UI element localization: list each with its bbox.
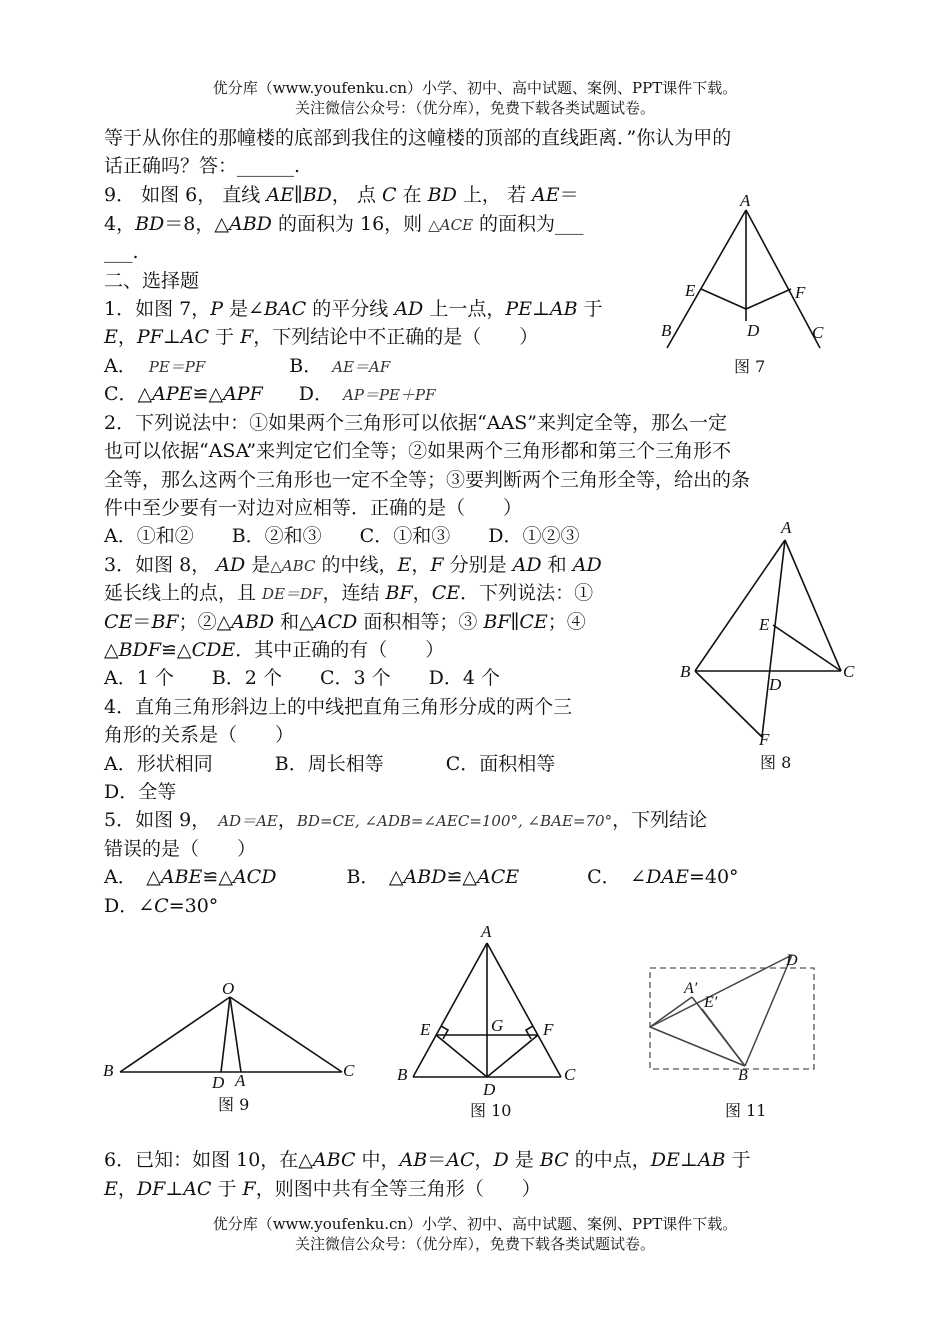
fig8-caption: 图 8: [760, 753, 792, 772]
fig10-label-c: C: [564, 1065, 576, 1084]
fig7-label-e: E: [685, 281, 696, 300]
fig8-label-d: D: [769, 675, 782, 694]
q3-options: A．1 个 B．2 个 C．3 个 D．4 个: [104, 667, 500, 689]
fig8-label-b: B: [680, 662, 691, 681]
fig10-right-angle-e: [441, 1026, 448, 1039]
fig10-label-g: G: [491, 1016, 504, 1035]
fig8-label-c: C: [843, 662, 855, 681]
fig10-label-b: B: [397, 1065, 408, 1084]
q1-options-cd: C．△APE≌△APF D． AP＝PE＋PF: [104, 383, 436, 405]
header-line-2: 关注微信公众号：（优分库），免费下载各类试题试卷。: [294, 99, 655, 117]
fig7-label-b: B: [661, 321, 672, 340]
footer-line-1: 优分库（www.youfenku.cn）小学、初中、高中试题、案例、PPT课件下载。: [212, 1215, 738, 1233]
fig11-line-d-b: [745, 955, 792, 1066]
q9-line-3: ___.: [104, 241, 139, 263]
q4-line-1: 4．直角三角形斜边上的中线把直角三角形分成的两个三: [104, 696, 573, 718]
fig10-label-f: F: [543, 1020, 554, 1039]
fig10-label-d: D: [483, 1080, 496, 1099]
fig7-line-ab: [667, 210, 746, 348]
footer-line-2: 关注微信公众号：（优分库），免费下载各类试题试卷。: [294, 1235, 655, 1253]
fig10-label-a: A: [481, 922, 492, 941]
q4-line-2: 角形的关系是（ ）: [104, 724, 295, 746]
section-title: 二、选择题: [104, 270, 200, 292]
fig8-line-bf: [695, 671, 762, 737]
q2-line-3: 全等，那么这两个三角形也一定不全等；③要判断两个三角形全等，给出的条: [104, 469, 751, 491]
fig11-dashed-rectangle: [650, 968, 814, 1069]
figure-10: [390, 915, 590, 1100]
q3-line-4: △BDF≌△CDE．其中正确的有（ ）: [104, 639, 445, 661]
q2-line-4: 件中至少要有一对边对应相等．正确的是（ ）: [104, 497, 523, 519]
fig7-label-c: C: [812, 323, 824, 342]
fig11-line-a-d: [650, 955, 792, 1027]
fig9-caption: 图 9: [218, 1095, 250, 1114]
fig10-label-e: E: [420, 1020, 431, 1039]
figure-7: [655, 188, 835, 353]
q3-line-3: CE＝BF；②△ABD 和△ACD 面积相等；③ BF∥CE；④: [104, 611, 586, 633]
fig9-label-a: A: [235, 1071, 246, 1090]
fig10-caption: 图 10: [470, 1101, 512, 1120]
q6-line-2: E，DF⊥AC 于 F，则图中共有全等三角形（ ）: [104, 1178, 541, 1200]
q5-option-d: D．∠C=30°: [104, 895, 219, 917]
fig9-line-od: [221, 997, 230, 1072]
fig7-label-d: D: [747, 321, 760, 340]
q3-line-1: 3．如图 8， AD 是△ABC 的中线，E，F 分别是 AD 和 AD: [104, 554, 602, 576]
q4-option-d: D．全等: [104, 781, 177, 803]
figure-9: [100, 975, 365, 1090]
fig11-label-b: B: [738, 1067, 748, 1084]
fig11-label-d: D: [786, 952, 798, 969]
fig9-label-b: B: [103, 1061, 114, 1080]
fig10-line-de: [436, 1035, 487, 1077]
header-line-1: 优分库（www.youfenku.cn）小学、初中、高中试题、案例、PPT课件下载。: [212, 79, 738, 97]
fig7-line-pf: [746, 289, 791, 309]
fig9-label-c: C: [343, 1061, 355, 1080]
fig10-right-angle-f: [526, 1026, 533, 1039]
fig10-line-df: [487, 1035, 538, 1077]
fig7-caption: 图 7: [734, 357, 766, 376]
continuation-line-2: 话正确吗？答：______.: [104, 155, 301, 177]
fig10-line-ac: [487, 943, 561, 1077]
q5-line-1: 5．如图 9， AD＝AE，BD=CE, ∠ADB=∠AEC=100°, ∠BAE=70°，下列结论: [104, 809, 708, 831]
q3-line-2: 延长线上的点，且 DE＝DF，连结 BF，CE．下列说法：①: [104, 582, 594, 604]
fig10-line-ab: [413, 943, 487, 1077]
figure-8: [675, 515, 865, 750]
q9-line-1: 9． 如图 6， 直线 AE∥BD， 点 C 在 BD 上， 若 AE＝: [104, 184, 579, 206]
q5-options-abc: A． △ABE≌△ACD B． △ABD≌△ACE C． ∠DAE=40°: [104, 866, 739, 888]
fig9-line-oa: [230, 997, 241, 1072]
fig11-label-e-prime: E′: [704, 994, 718, 1011]
fig9-label-d: D: [212, 1073, 225, 1092]
q4-options-abc: A．形状相同 B．周长相等 C．面积相等: [104, 753, 556, 775]
fig7-label-a: A: [740, 191, 751, 210]
q2-options: A．①和② B．②和③ C．①和③ D．①②③: [104, 525, 580, 547]
fig11-caption: 图 11: [725, 1101, 767, 1120]
q1-options-ab: A． PE＝PF B． AE＝AF: [104, 355, 391, 377]
continuation-line-1: 等于从你住的那幢楼的底部到我住的这幢楼的顶部的直线距离．”你认为甲的: [104, 127, 732, 149]
fig9-line-oc: [230, 997, 342, 1072]
fig8-label-e: E: [759, 615, 770, 634]
fig9-line-ob: [120, 997, 230, 1072]
q9-line-2: 4，BD＝8，△ABD 的面积为 16，则 △ACE 的面积为___: [104, 213, 584, 235]
fig8-label-a: A: [781, 518, 792, 537]
q1-line-2: E，PF⊥AC 于 F，下列结论中不正确的是（ ）: [104, 326, 539, 348]
fig8-label-f: F: [759, 730, 770, 749]
fig11-label-a-prime: A′: [684, 980, 698, 997]
figure-11: [640, 945, 825, 1084]
q2-line-2: 也可以依据“ASA”来判定它们全等；②如果两个三角形都和第三个三角形不: [104, 440, 732, 462]
q1-line-1: 1．如图 7，P 是∠BAC 的平分线 AD 上一点，PE⊥AB 于: [104, 298, 603, 320]
fig7-line-pe: [701, 289, 746, 309]
fig11-line-a-a1: [650, 997, 692, 1027]
q5-line-2: 错误的是（ ）: [104, 838, 257, 860]
fig7-label-f: F: [795, 283, 806, 302]
fig9-label-o: O: [222, 979, 235, 998]
q2-line-1: 2．下列说法中：①如果两个三角形可以依据“AAS”来判定全等，那么一定: [104, 412, 727, 434]
q6-line-1: 6．已知：如图 10，在△ABC 中，AB＝AC，D 是 BC 的中点，DE⊥AB 于: [104, 1149, 751, 1171]
